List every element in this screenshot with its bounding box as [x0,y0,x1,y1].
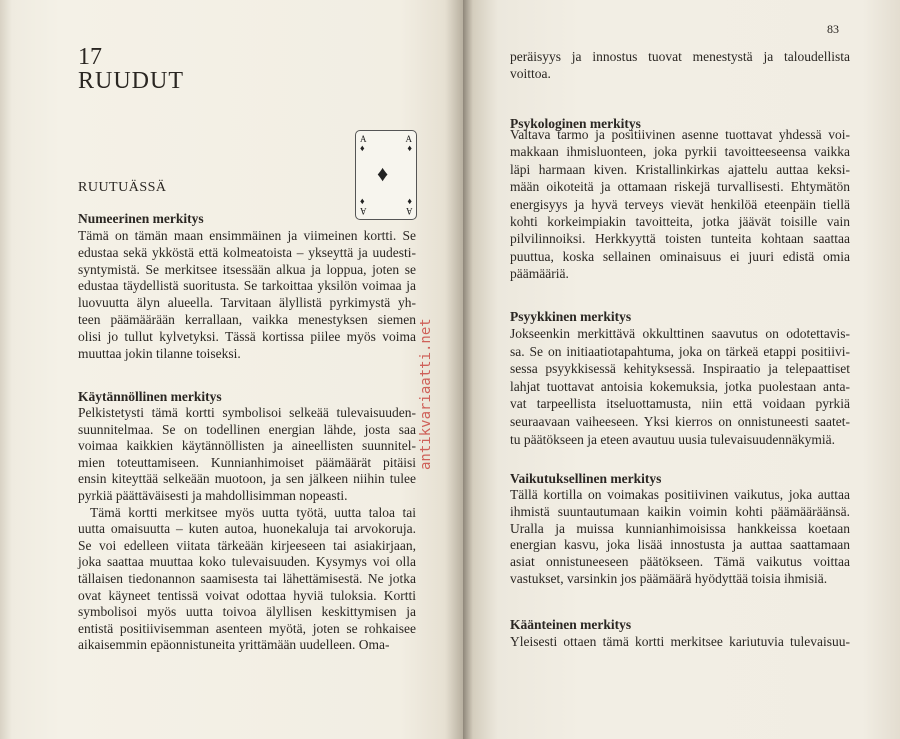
text-line: Uralla ja muissa kunnianhimoisissa hankkeissa koetaan [510,520,850,536]
text-line: syntymistä. Se merkitsee itsessään alkua ja loppua, joten se [78,261,416,277]
text-line: lahjat tuottavat antoisia kokemuksia, jotka puolestaan anta- [510,378,850,394]
section-heading-psychological: Psykologinen merkitys [510,116,641,131]
text-line: teen päämäärään kerrallaan, vaikka menestyksen siemen [78,311,416,327]
text-line: Pelkistetysti tämä kortti symbolisoi selkeää tulevaisuuden- [78,405,416,420]
card-rank-top-right: A [405,134,412,144]
card-rank-bottom-right: A [405,206,412,216]
text-line: ihmistä suuntautumaan kaikin voimin kohti päämääräänsä. [510,503,850,519]
section-heading-reversed: Käänteinen merkitys [510,617,632,632]
section-body-numeric [78,228,416,362]
continuation-text [510,48,850,83]
text-line: Tällä kortilla on voimakas positiivinen vaikutus, joka auttaa [510,487,850,502]
diamond-icon: ♦ [407,143,412,153]
text-line: ovat käyneet tentissä voivat odottaa hyviä tuloksia. Kortti [78,587,416,603]
text-line: olisi jo tullut kylvetyksi. Tässä kortissa piilee myös voima [78,328,416,344]
diamond-icon: ♦ [360,196,365,206]
text-line: sessa psyykkisessä kehityksessä. Inspiraatio ja telepaattiset [510,361,850,377]
card-name: RUUTUÄSSÄ [78,180,167,195]
section-body-influence [510,487,850,588]
text-line: kohti korkeimpiakin tavoitteita, jotka jäävät toisille vain [510,214,850,230]
text-line: makkaan ihmisluonteen, joka pyrkii tavoitteeseensa vaikka [510,144,850,160]
text-line: energisyys ja hyvä terveys vievät henkilöä eteenpäin tiellä [510,196,850,212]
text-line: Tämä on tämän maan ensimmäinen ja viimeinen kortti. Se [78,228,416,243]
text-line: tällaisen tiedonannon saamisesta tai lähettämisestä. Ne jotka [78,570,416,586]
text-line: pyrkiä päättäväisesti ja mahdollisimman nopeasti. [78,487,348,503]
text-line: ensin kiteyttää selkeään muotoon, ja sen jälkeen niihin tulee [78,471,416,487]
diamond-icon: ♦ [407,196,412,206]
card-rank-bottom-left: A [360,206,367,216]
text-line: Tämä kortti merkitsee myös uutta työtä, uutta taloa tai [90,504,416,520]
section-heading-influence: Vaikutuksellinen merkitys [510,471,662,486]
text-line: pilvilinnoiksi. Herkkyyttä toisten tunteita kohtaan saattaa [510,231,850,247]
text-line: uutta omaisuutta – kuten autoa, huonekaluja tai arvokoruja. [78,521,416,537]
section-heading-practical: Käytännöllinen merkitys [78,389,222,404]
text-line: energian kasvu, joka lisää innostusta ja auttaa saattamaan [510,537,850,553]
text-line: Jokseenkin merkittävä okkulttinen saavutus on odotettavis- [510,326,850,341]
text-line: muuttaa jokin tilanne toiseksi. [78,345,241,361]
chapter-title: RUUDUT [78,68,184,94]
text-line: asiat onnistuneeseen päätökseen. Tämä vaikutus voittaa [510,554,850,570]
text-line: puuttua, koska sellainen ominaisuus ei juuri edistä omia [510,248,850,264]
section-heading-numeric: Numeerinen merkitys [78,211,204,226]
text-line: tu päätökseen ja eteen avautuu uusia tulevaisuudennäkymiä. [510,431,836,447]
text-line: seuraavaan vaiheeseen. Yksi kierros on onnistuneesti saatet- [510,413,850,429]
text-line: entistä positiivisemman asenteen myötä, joten se rohkaisee [78,620,416,636]
text-line: suunnitelmaa. Se on todellinen energian lähde, josta saa [78,421,416,437]
text-line: peräisyys ja innostus tuovat menestystä ja taloudellista [510,49,850,64]
text-line: mien toteuttamiseen. Kunnianhimoiset päämäärät pitäisi [78,454,416,470]
text-line: Yleisesti ottaen tämä kortti merkitsee kariutuvia tulevaisuu- [510,634,850,649]
ace-of-diamonds-card-illustration [355,130,417,220]
section-heading-psychic: Psyykkinen merkitys [510,309,632,324]
text-line: voittoa. [510,66,551,82]
text-line: sa. Se on initiaatiotapahtuma, joka on tärkeä etappi positiivi- [510,343,850,359]
text-line: vat tarpeellista itseluottamusta, niin että voidaan pyrkiä [510,396,850,412]
text-line: Se voi edelleen viitata tärkeään kirjeeseen tai asiakirjaan, [78,537,416,553]
chapter-number: 17 [78,44,102,70]
watermark: antikvariaatti.net [418,318,434,470]
text-line: päämääriä. [510,266,569,282]
text-line: mään oikoteitä ja ottamaan riskejä turvallisesti. Ehtymätön [510,179,850,195]
text-line: edustaa sekä ykköstä että kolmeatoista – ykseyttä ja uudesti- [78,244,416,260]
text-line: läpi harmaan kiven. Kristallinkirkas ajattelu auttaa keksi- [510,161,850,177]
text-line: vastukset, varsinkin jos päämäärä hyödyttää toisia ihmisiä. [510,570,828,586]
text-line: luovuutta älyn alueella. Tarvitaan älyllistä pyrkimystä yh- [78,295,416,311]
text-line: aikaisemmin epäonnistuneita yrittämään uudelleen. Oma- [78,637,390,653]
card-rank-top-left: A [360,134,367,144]
text-line: symbolisoi myös uutta toivoa älyllisen keskittymisen ja [78,604,416,620]
text-line: edustaa täydellistä suoritusta. Se tarkoittaa yksilön voimaa ja [78,278,416,294]
text-line: joka saattaa muuttaa koko tulevaisuuden. Kysymys voi olla [78,554,416,570]
section-body-psychic [510,325,850,448]
diamond-icon: ♦ [360,143,365,153]
section-body-practical [78,405,416,654]
section-body-psychological [510,126,850,283]
page-number: 83 [827,22,839,36]
section-body-reversed [510,633,850,650]
diamond-center-icon: ♦ [377,161,389,186]
text-line: voimaa kaikkien käytännöllisten ja aineellisten suunnitel- [78,438,416,454]
text-line: Valtava tarmo ja positiivinen asenne tuottavat yhdessä voi- [510,127,850,142]
